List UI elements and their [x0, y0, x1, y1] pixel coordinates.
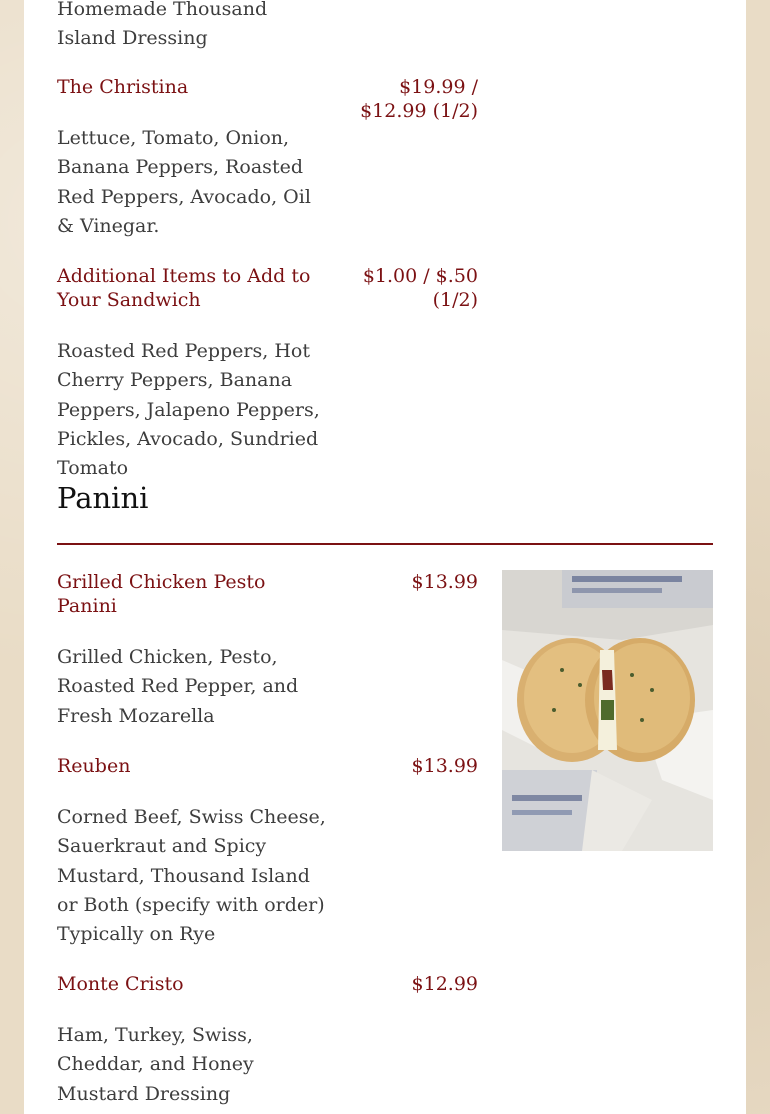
menu-item: [57, 264, 478, 484]
item-description: Ham, Turkey, Swiss, Cheddar, and Honey Mustard Dressing: [57, 1024, 254, 1105]
item-name: The Christina: [57, 76, 189, 98]
item-name: Monte Cristo: [57, 973, 184, 995]
item-description: Homemade Thousand Island Dressing: [57, 0, 268, 50]
item-description: Lettuce, Tomato, Onion, Banana Peppers, Roasted Red Peppers, Avocado, Oil & Vinegar.: [57, 127, 311, 237]
item-price: $12.99: [411, 973, 478, 995]
section-title-panini: Panini: [57, 481, 149, 515]
item-price: $13.99: [411, 571, 478, 593]
item-description: Roasted Red Peppers, Hot Cherry Peppers, Banana Peppers, Jalapeno Peppers, Pickles, Avocado, Sundried Tomato: [57, 340, 320, 480]
item-price: $13.99: [411, 755, 478, 777]
item-price: $19.99 / $12.99 (1/2): [360, 76, 478, 122]
menu-item: [57, 570, 478, 730]
item-name: Reuben: [57, 755, 131, 777]
panini-photo-image: [502, 570, 713, 851]
menu-item: [57, 972, 478, 1114]
item-name: Grilled Chicken Pesto Panini: [57, 571, 266, 617]
item-price: $1.00 / $.50 (1/2): [362, 265, 478, 311]
item-name: Additional Items to Add to Your Sandwich: [57, 265, 311, 311]
item-description: Grilled Chicken, Pesto, Roasted Red Pepper, and Fresh Mozarella: [57, 646, 299, 727]
panini-photo: [502, 570, 713, 851]
menu-item: [57, 754, 478, 954]
item-description: Corned Beef, Swiss Cheese, Sauerkraut and Spicy Mustard, Thousand Island or Both (specify with order) Typically on Rye: [57, 806, 326, 946]
section-divider: [57, 543, 713, 545]
menu-item: [57, 75, 478, 235]
